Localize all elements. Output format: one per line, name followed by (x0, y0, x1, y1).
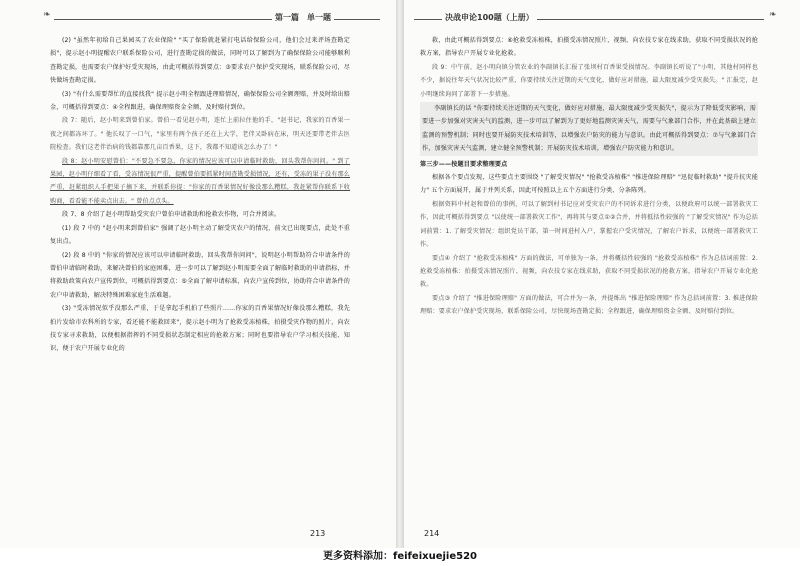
page-number: 214 (424, 529, 440, 538)
paragraph: 段 7、8 介绍了赵小明帮助受灾农户曾伯申请救助和抢救农作物，可合并阅读。 (62, 211, 281, 219)
paragraph: 要点④ 介绍了 "抢救受冻植株" 方面的做法，可单独为一条，并将概括性较强的 "抢救受冻植株" 作为总括词前置：2. 抢救受冻植株：拍摄受冻情况照片、视频，向农技专家在线求助，获取不同受损状况的抢救方案，指导农户开展专业化抢救。 (420, 254, 758, 289)
paragraph: (3) "有什么需要帮忙的直接找我" 提示赵小明全程跟进理赔情况，确保保险公司全额理赔，并及时给出赔金，可概括得到要点：④全程跟进，确保理赔资金全额、及时赔付到位。 (50, 90, 350, 112)
header-ornament-icon: ❧ (40, 10, 54, 20)
paragraph: (3) "受冻情况似乎没那么严重，于是拿起手机拍了些照片……你家的百香果情况好像没那么糟糕，我先拍片发给市农科所的专家，看还能不能救回来"，提示赵小明为了抢救受冻植株，拍摄受灾作物的照片，向农技专家寻求救助，以便根据指挥的不同受损状态制定相应的抢救方案；同时也要指导农户学习相关技能、知识，便于农户开展专业化的 (50, 305, 350, 353)
paragraph: 根据资料中村赵和曾伯的事例，可以了解到村书记应对受灾农户的不同诉求进行分类，以便政府可以统一部署救灾工作，因此可概括得到要点 "以使统一部署救灾工作"，再将其与要点①②合并，并将抵括性较强的 "了解受灾情况" 作为总括词前置：1. 了解受灾情况：组织党员干部，第一时间进村入户，掌握农户受灾情况，了解农户诉求，以便统一部署救灾工作。 (420, 200, 758, 249)
paragraph: 段 8：赵小明安慰曾伯："不要急不要急，你家的情况应该可以申请临时救助，回头我帮你问问。" 到了果园，赵小明仔细看了看，受冻情况很严重，提醒曾伯要抓紧时间查勘受损情况，还有，受冻的果子没有那么严重，赶紧组织人手把果子摘下来，并联系你提："你家的百香果情况好像没那么糟糕，我赶紧帮你联系下收购商，看看能不能卖点出去。" 曾伯点点头。 (50, 157, 350, 205)
right-page-body (420, 34, 758, 319)
right-page-header (414, 10, 777, 28)
page-number: 213 (310, 529, 326, 538)
header-chapter: 第一篇 单一题 (272, 12, 334, 23)
left-page-header (40, 10, 380, 28)
paragraph: (1) 段 7 中的 "赵小明来到曾伯家" 强调了赵小明主动了解受灾农户的情况，前文已出现要点，此处不重复出点。 (50, 224, 350, 246)
paragraph: 根据各个要点发现，这些要点主要围绕 "了解受灾情况" "抢救受冻植株" "推进保险理赔" "迅促临时救助" "提升抗灾能力" 五个方面展开，属于并列关系，因此可按照以上五个方面进行分类、分条陈列。 (420, 174, 758, 195)
paragraph: 段 7：随后，赵小明来到曾伯家。曾伯一看见赵小明，连忙上前拉住他的手，"赵书记，我家的百香果一夜之间都冻坏了。" 他长叹了一口气，"家里有两个孩子还在上大学，老伴又卧病在床，明天还要带老伴去医院检查。我们这老伴治病的钱都靠那几亩百香果，这下，我都不知道该怎么办了！" (50, 117, 350, 152)
left-page (0, 0, 396, 548)
paragraph: 要点③ 介绍了 "推进保险理赔" 方面的做法，可合并为一条，并提炼出 "推进保险理赔" 作为总括词前置：3. 推进保险理赔：要求农户保护受灾现场，联系保险公司，尽快现场查勘定损；全程跟进，确保理赔资金全额、及时赔付到位。 (420, 294, 758, 316)
paragraph: (2) "虽然年初给自己果园买了农业保险" "买了保险就赶紧打电话给保险公司，他们会过来评场查勘定损"，提示赵小明提醒农户联系保险公司，进行查勘定损的做法，同时可以了解到为了确保保险公司能够顺利查勘定损，也需要农户保护好受灾现场，由此可概括得到要点：③要求农户保护受灾现场，联系保险公司，尽快做场查勘定损。 (50, 37, 350, 85)
paragraph: 段 9：中午前，赵小明向镇分管农业的李副镇长汇报了张坝村百香果受损情况。李副镇长听说了"小明，其他村同样也不少，据说往年天气状况比较严重，你要持续关注近期的天气变化，做好应对措施，最大限度减少受灾损失。" 汇报完，赵小明继续询问了部署下一步措施。 (420, 63, 758, 98)
highlighted-paragraph: 李副镇长的话 "你要持续关注近期的天气变化，做好应对措施，最大限度减少受灾损失"，提示为了降低受灾影响，需要进一步加强对灾害天气的监测，进一步可以了解到为了更好地监测灾害天气，需要与气象部门合作，并在此基础上建立监测的预警机制；同时也要开展防灾技术培训等，以增强农户防灾的能力与意识。由此可概括得到要点：⑦与气象部门合作，加强灾害天气监测，建立健全预警机制；开展防灾技术培训，增强农户防灾能力和意识。 (420, 102, 758, 156)
paragraph: 救，由此可概括得到要点：⑥抢救受冻植株，拍摄受冻情况照片、视频，向农技专家在线求助，获取不同受损状况的抢救方案，指导农户开展专业化抢救。 (420, 37, 758, 58)
header-title: 决战申论100题（上册） (442, 12, 537, 23)
section-heading: 第三步——按题目要求整理要点 (420, 160, 508, 168)
left-page-body (50, 34, 350, 356)
paragraph: (2) 段 8 中的 "你家的情况应该可以申请临时救助，回头我帮你问问"，说明赵小明帮助符合申请条件的曾伯申请临时救助，来解决曾伯的家庭困难，进一步可以了解到赵小明需要全面了解临时救助的申请指标，并将救助政策向农户宣传到位，可概括得到要点：⑤全面了解申请标准，向农户宣传到位，协助符合申请条件的农户申请救助，解决特殊困难家庭生活难题。 (50, 251, 350, 299)
header-ornament-icon: ❧ (766, 10, 780, 20)
footer-watermark-text: 更多资料添加：feifeixuejie520 (0, 548, 800, 566)
right-page (404, 0, 800, 548)
book-gutter (396, 0, 404, 548)
